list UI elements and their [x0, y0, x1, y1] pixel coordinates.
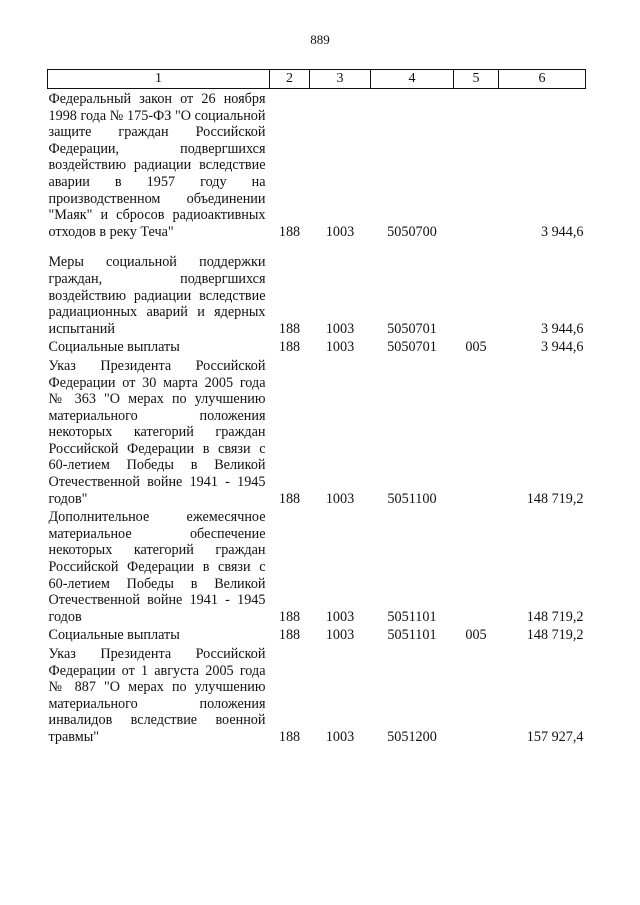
- amount: 148 719,2: [526, 608, 584, 625]
- expense-type-code: [454, 356, 499, 507]
- expense-type-code: [454, 644, 499, 746]
- ministry-code: 188: [278, 339, 301, 356]
- table-row: [48, 240, 586, 337]
- row-description: Указ Президента Российской Федерации от 30 марта 2005 года № 363 "О мерах по улучшению материального положения некоторых категорий граждан Российской Федерации в связи с 60-летием Победы в Великой Отечественной войне 1941 - 1945 годов": [48, 357, 266, 507]
- page-number: 889: [310, 32, 330, 47]
- table-row: [48, 356, 586, 507]
- amount: 148 719,2: [526, 627, 584, 644]
- expense-type-code: 005: [465, 627, 487, 644]
- ministry-code: 188: [278, 223, 301, 240]
- row-description: Федеральный закон от 26 ноября 1998 года № 175-ФЗ "О социальной защите граждан Российской Федерации, подвергшихся воздействию радиации вследствие аварии в 1957 году на производственном объединении "Маяк" и сбросов радиоактивных отходов в реку Теча": [48, 91, 266, 240]
- budget-table: [47, 69, 586, 746]
- amount: 3 944,6: [540, 320, 584, 337]
- ministry-code: 188: [278, 490, 301, 507]
- ministry-code: 188: [278, 728, 301, 745]
- section-code: 1003: [325, 728, 355, 745]
- table-row: [48, 507, 586, 625]
- target-article-code: 5051101: [387, 627, 437, 644]
- target-article-code: 5050700: [387, 223, 437, 240]
- row-description: Указ Президента Российской Федерации от 1 августа 2005 года № 887 "О мерах по улучшению материального положения инвалидов вследствие военной травмы": [48, 646, 266, 745]
- section-code: 1003: [325, 339, 355, 356]
- amount: 3 944,6: [540, 223, 584, 240]
- column-header: 6: [499, 70, 586, 89]
- expense-type-code: [454, 507, 499, 625]
- expense-type-code: [454, 89, 499, 241]
- amount: 157 927,4: [526, 728, 584, 745]
- column-header: 1: [48, 70, 270, 89]
- section-code: 1003: [325, 490, 355, 507]
- table-row: [48, 337, 586, 356]
- table-row: [48, 644, 586, 746]
- section-code: 1003: [325, 320, 355, 337]
- table-row: [48, 89, 586, 241]
- target-article-code: 5050701: [387, 339, 437, 356]
- column-header: 2: [270, 70, 310, 89]
- column-header: 3: [310, 70, 371, 89]
- amount: 3 944,6: [540, 339, 584, 356]
- target-article-code: 5050701: [387, 320, 437, 337]
- target-article-code: 5051101: [387, 608, 437, 625]
- target-article-code: 5051100: [387, 490, 437, 507]
- row-description: Социальные выплаты: [48, 627, 180, 644]
- table-row: [48, 625, 586, 644]
- target-article-code: 5051200: [387, 728, 437, 745]
- amount: 148 719,2: [526, 490, 584, 507]
- column-header: 4: [371, 70, 454, 89]
- expense-type-code: 005: [465, 339, 487, 356]
- ministry-code: 188: [278, 627, 301, 644]
- section-code: 1003: [325, 223, 355, 240]
- row-description: Меры социальной поддержки граждан, подвергшихся воздействию радиации вследствие радиационных аварий и ядерных испытаний: [48, 254, 266, 337]
- section-code: 1003: [325, 608, 355, 625]
- ministry-code: 188: [278, 608, 301, 625]
- section-code: 1003: [325, 627, 355, 644]
- column-header: 5: [454, 70, 499, 89]
- ministry-code: 188: [278, 320, 301, 337]
- header-row: [48, 70, 586, 89]
- row-description: Социальные выплаты: [48, 339, 180, 356]
- expense-type-code: [454, 240, 499, 337]
- row-description: Дополнительное ежемесячное материальное обеспечение некоторых категорий граждан Российской Федерации в связи с 60-летием Победы в Великой Отечественной войне 1941 - 1945 годов: [48, 509, 266, 625]
